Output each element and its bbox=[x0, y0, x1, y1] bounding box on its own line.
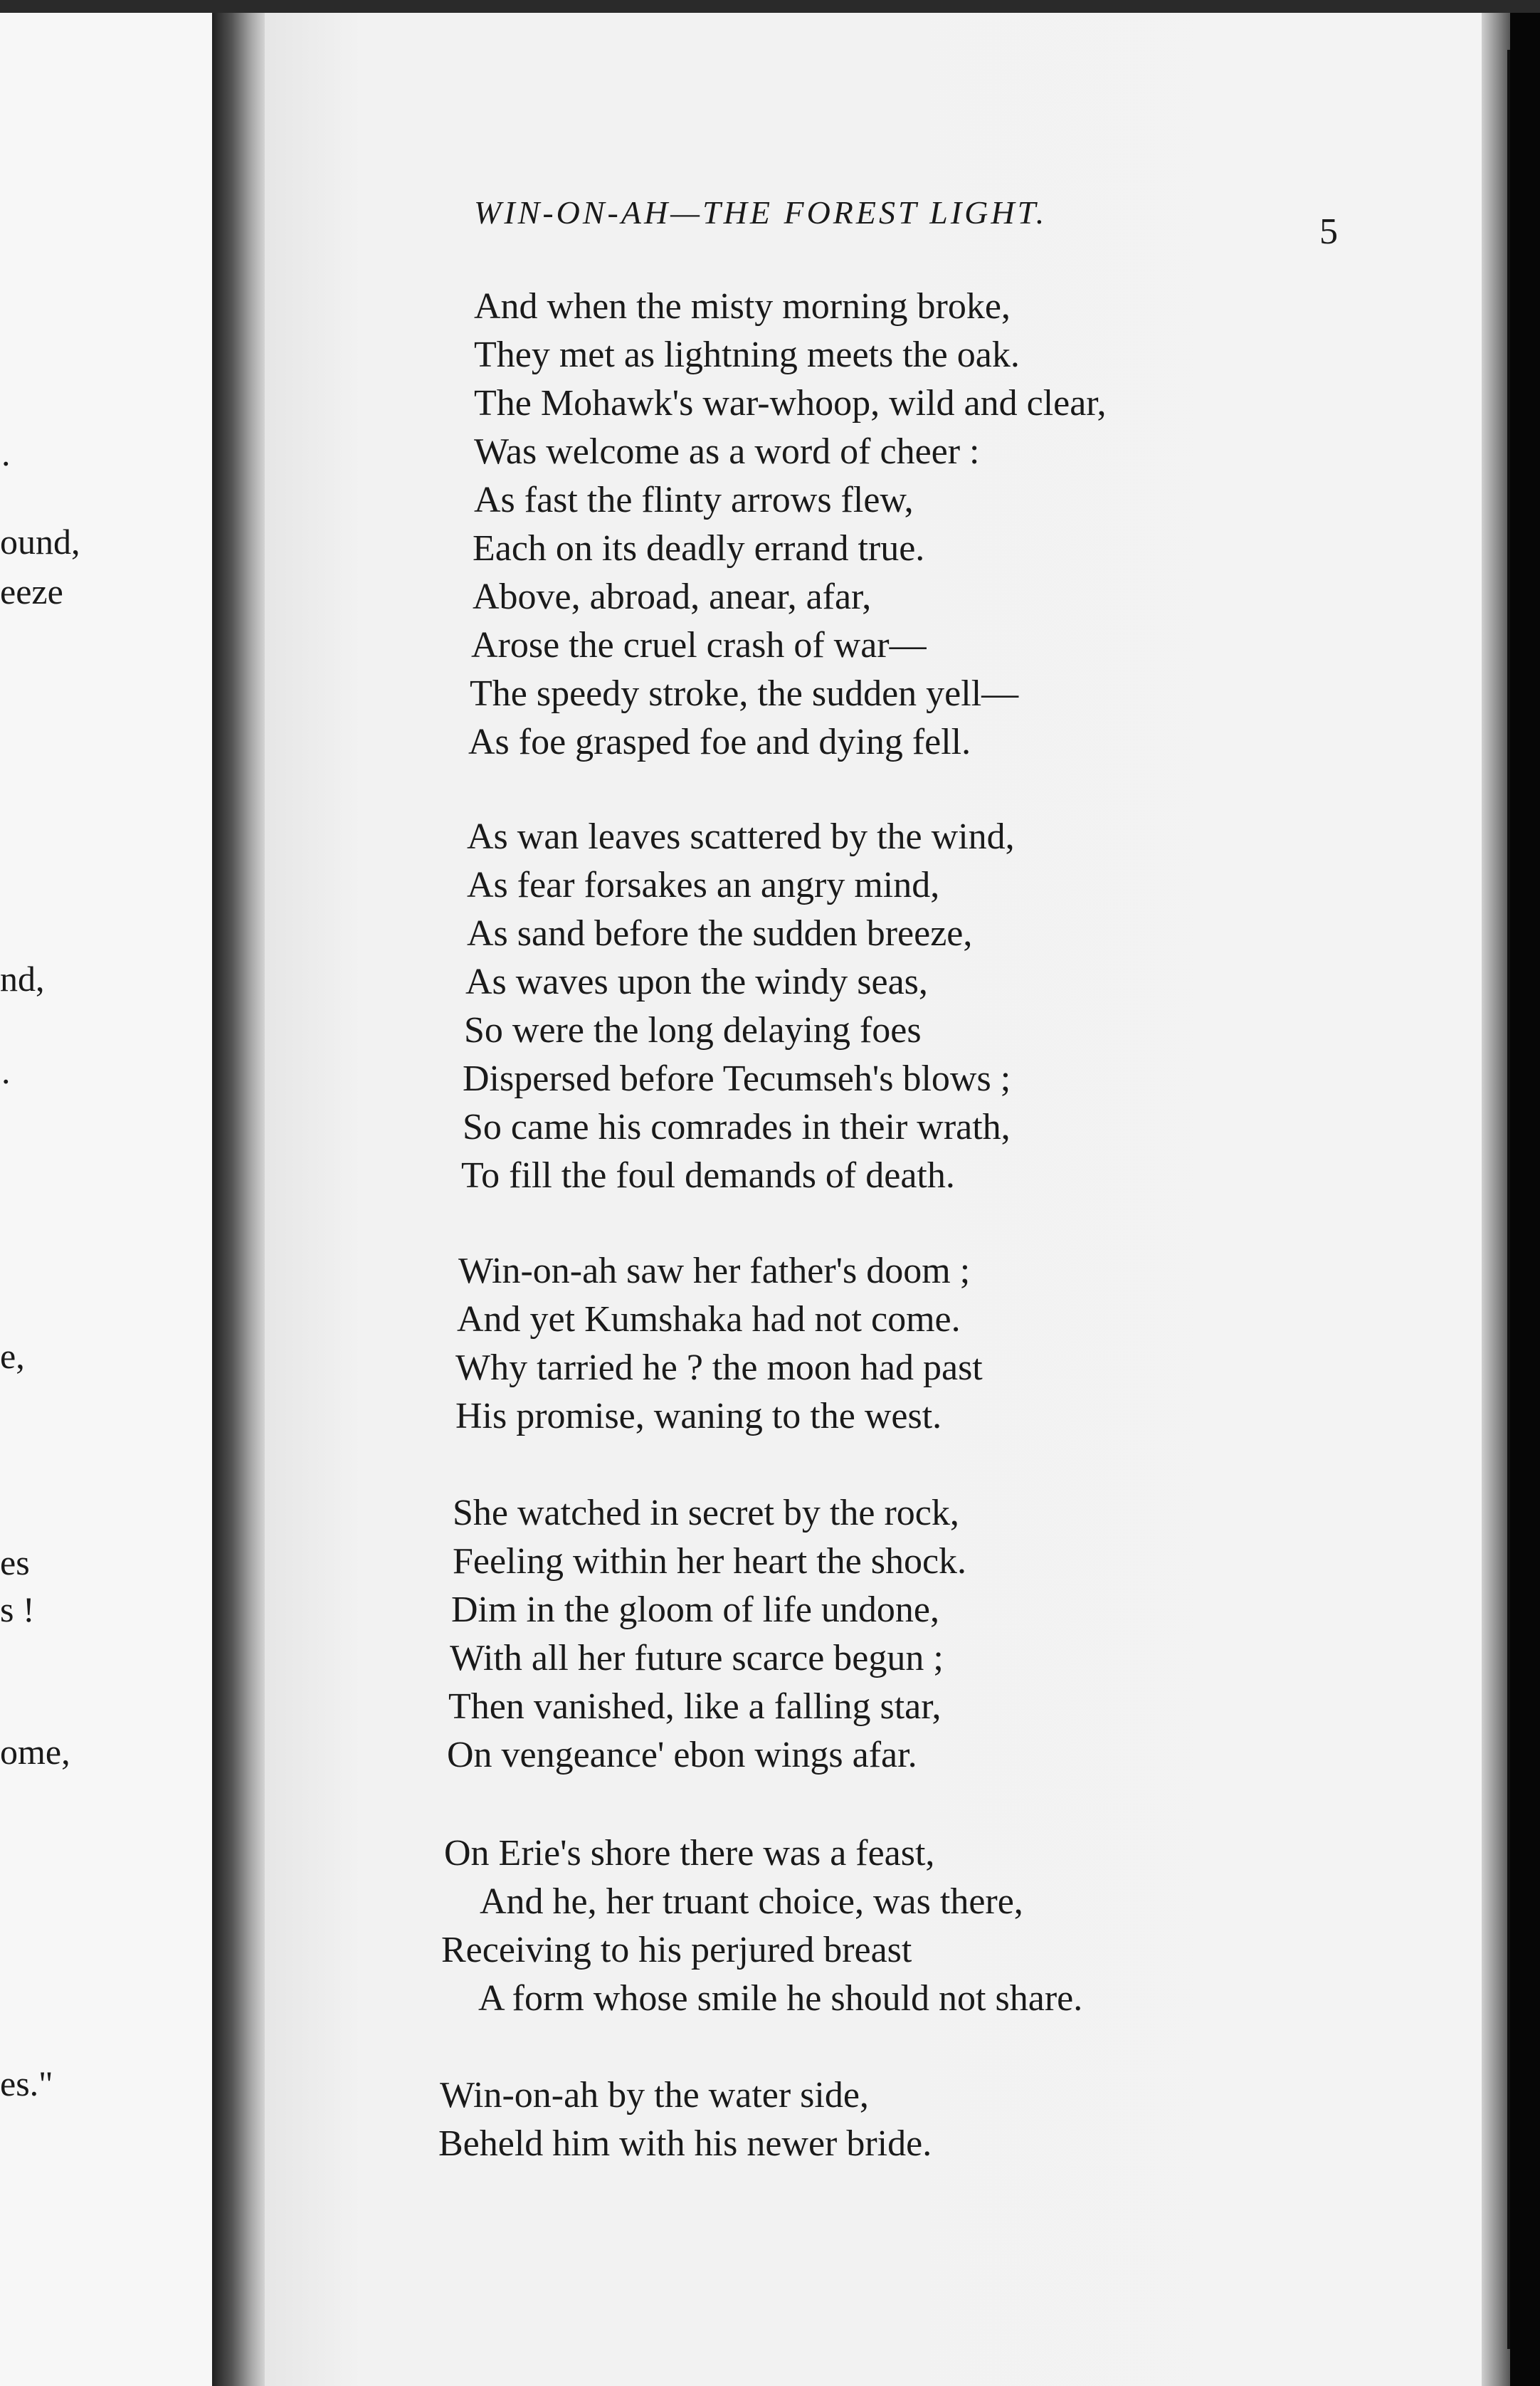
left-fragment: . bbox=[1, 433, 11, 473]
left-fragment: ound, bbox=[0, 522, 80, 562]
left-fragment: eeze bbox=[0, 572, 63, 611]
poem-line: And he, her truant choice, was there, bbox=[480, 1881, 1023, 1922]
poem-line: And when the misty morning broke, bbox=[474, 286, 1011, 327]
poem-line: A form whose smile he should not share. bbox=[478, 1978, 1083, 2019]
poem-line: Receiving to his perjured breast bbox=[441, 1930, 912, 1970]
poem-line: With all her future scarce begun ; bbox=[450, 1638, 944, 1678]
left-fragment: ome, bbox=[0, 1732, 70, 1772]
poem-line: As fast the flinty arrows flew, bbox=[474, 480, 914, 520]
book-gutter-shadow bbox=[212, 0, 269, 2386]
poem-line: Then vanished, like a falling star, bbox=[448, 1686, 942, 1727]
poem-line: They met as lightning meets the oak. bbox=[474, 335, 1020, 375]
poem-line: Feeling within her heart the shock. bbox=[453, 1541, 967, 1582]
poem-line: On Erie's shore there was a feast, bbox=[444, 1833, 935, 1873]
poem-line: As wan leaves scattered by the wind, bbox=[467, 816, 1015, 857]
scan-border bbox=[1510, 0, 1540, 2386]
poem-line: As foe grasped foe and dying fell. bbox=[468, 722, 971, 762]
poem-line: To fill the foul demands of death. bbox=[461, 1155, 955, 1196]
left-fragment: e, bbox=[0, 1336, 25, 1376]
poem-line: Win-on-ah by the water side, bbox=[440, 2075, 869, 2116]
poem-line: His promise, waning to the west. bbox=[455, 1396, 942, 1436]
poem-line: As fear forsakes an angry mind, bbox=[467, 865, 940, 905]
left-fragment: s ! bbox=[0, 1589, 35, 1629]
poem-line: As sand before the sudden breeze, bbox=[467, 913, 973, 954]
facing-page-left bbox=[0, 0, 213, 2386]
poem-line: So were the long delaying foes bbox=[464, 1010, 922, 1051]
poem-line: Each on its deadly errand true. bbox=[473, 528, 925, 569]
poem-line: The speedy stroke, the sudden yell— bbox=[470, 673, 1019, 714]
poem-line: As waves upon the windy seas, bbox=[465, 962, 928, 1002]
page-edge-shadow bbox=[1482, 0, 1510, 2386]
scan-top-border bbox=[0, 0, 1540, 13]
left-fragment: . bbox=[1, 1051, 11, 1091]
poem-line: And yet Kumshaka had not come. bbox=[457, 1299, 961, 1340]
left-fragment: nd, bbox=[0, 959, 45, 999]
poem-line: So came his comrades in their wrath, bbox=[463, 1107, 1011, 1147]
poem-line: Dispersed before Tecumseh's blows ; bbox=[463, 1058, 1011, 1099]
running-title: WIN-ON-AH—THE FOREST LIGHT. bbox=[474, 194, 1048, 231]
poem-line: Was welcome as a word of cheer : bbox=[474, 431, 980, 472]
poem-line: Arose the cruel crash of war— bbox=[471, 625, 927, 666]
page-number: 5 bbox=[1319, 211, 1338, 252]
poem-line: Why tarried he ? the moon had past bbox=[455, 1347, 983, 1388]
poem-line: The Mohawk's war-whoop, wild and clear, bbox=[474, 383, 1107, 424]
left-fragment: es bbox=[0, 1543, 30, 1582]
left-fragment: es." bbox=[0, 2064, 53, 2103]
poem-line: She watched in secret by the rock, bbox=[453, 1493, 959, 1533]
poem-line: Above, abroad, anear, afar, bbox=[473, 577, 872, 617]
poem-line: On vengeance' ebon wings afar. bbox=[447, 1735, 917, 1775]
poem-line: Beheld him with his newer bride. bbox=[438, 2123, 932, 2164]
poem-line: Win-on-ah saw her father's doom ; bbox=[458, 1251, 971, 1291]
poem-line: Dim in the gloom of life undone, bbox=[451, 1589, 940, 1630]
